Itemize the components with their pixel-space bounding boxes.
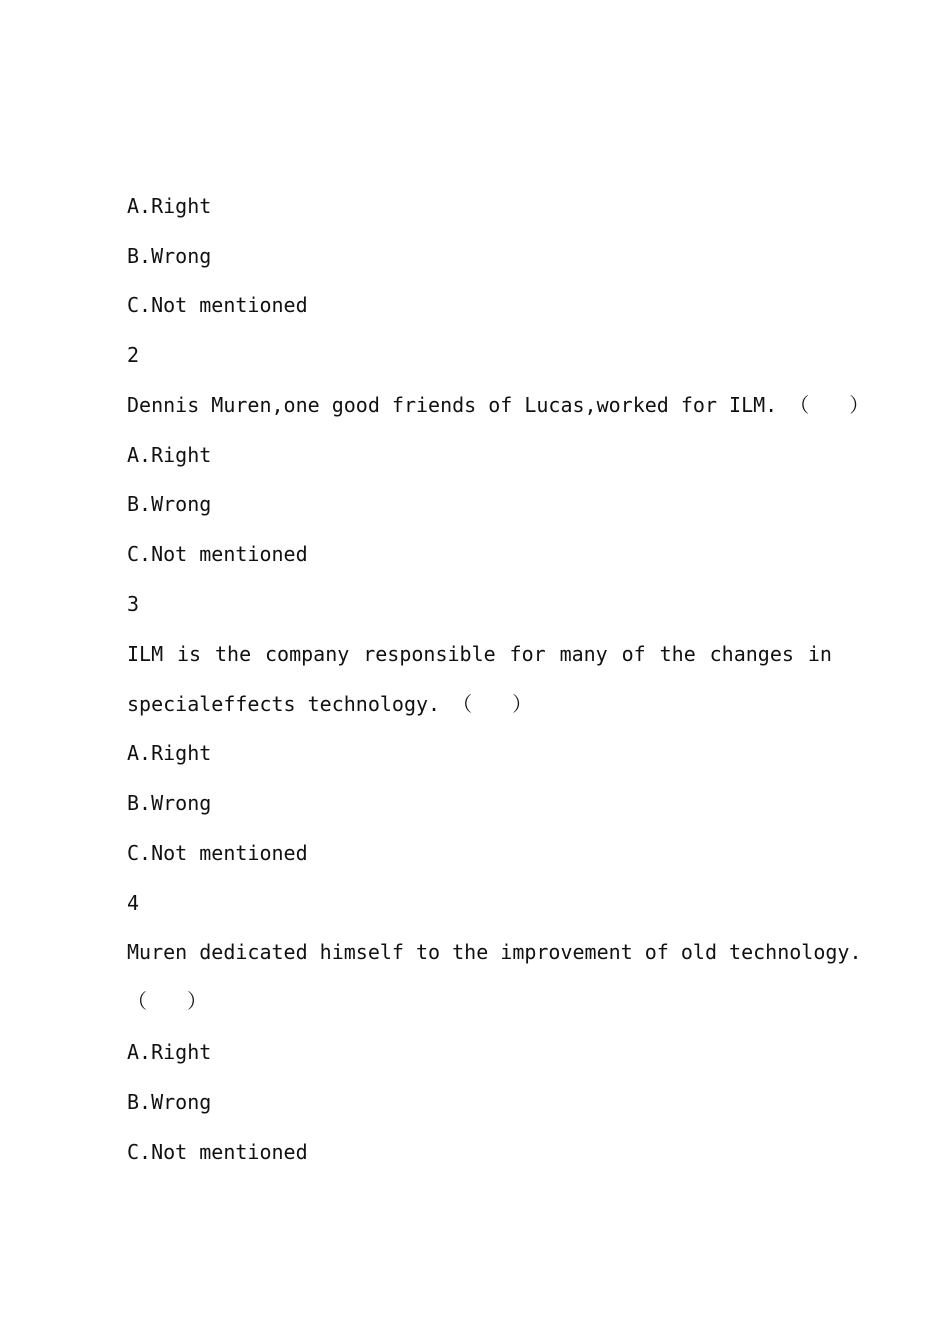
question-text: Dennis Muren,one good friends of Lucas,worked for ILM. （ ） [127, 393, 870, 417]
option-a: A.Right [127, 741, 212, 765]
answer-blank: （ ） [127, 989, 207, 1013]
option-c: C.Not mentioned [127, 841, 308, 865]
question-text-line: specialeffects technology. （ ） [127, 692, 533, 716]
question-word: many [559, 642, 608, 666]
question-number: 2 [127, 343, 140, 367]
question-word: the [659, 642, 696, 666]
option-a: A.Right [127, 443, 212, 467]
option-b: B.Wrong [127, 791, 212, 815]
option-c: C.Not mentioned [127, 293, 308, 317]
question-number: 3 [127, 592, 140, 616]
option-a: A.Right [127, 1040, 212, 1064]
question-text-line: Muren dedicated himself to the improvement of old technology. [127, 940, 862, 964]
option-b: B.Wrong [127, 244, 212, 268]
question-word: responsible [363, 642, 496, 666]
option-a: A.Right [127, 194, 212, 218]
question-text-line [127, 640, 832, 668]
question-word: ILM [127, 642, 164, 666]
question-word: is [177, 642, 202, 666]
question-number: 4 [127, 891, 140, 915]
question-word: in [807, 642, 832, 666]
option-c: C.Not mentioned [127, 542, 308, 566]
option-b: B.Wrong [127, 1090, 212, 1114]
question-word: of [621, 642, 646, 666]
question-word: the [215, 642, 252, 666]
option-b: B.Wrong [127, 492, 212, 516]
option-c: C.Not mentioned [127, 1140, 308, 1164]
question-word: changes [709, 642, 794, 666]
question-word: company [265, 642, 350, 666]
question-word: for [509, 642, 546, 666]
